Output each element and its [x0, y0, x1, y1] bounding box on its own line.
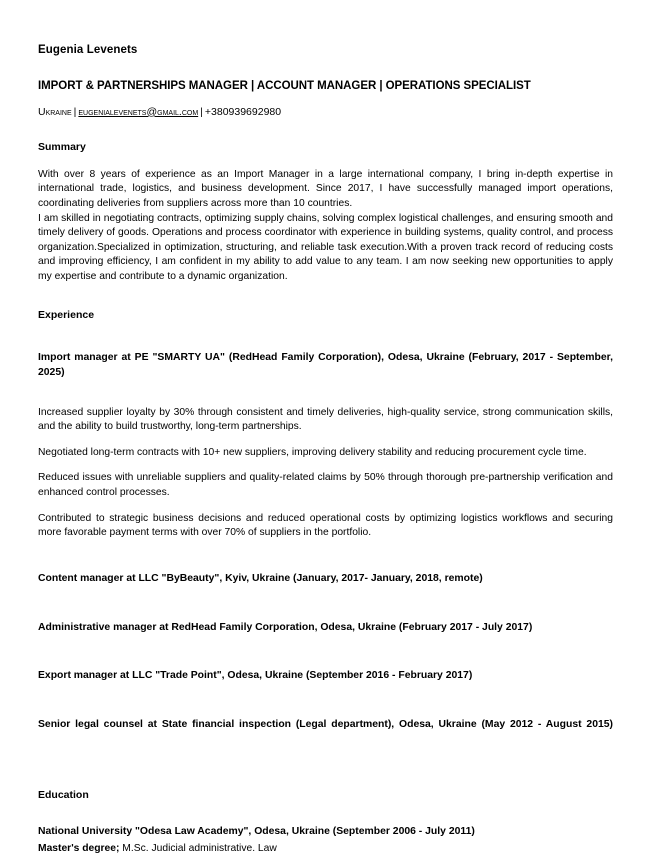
contact-phone: +380939692980 — [204, 105, 282, 118]
spacer — [38, 541, 613, 572]
experience-entry — [38, 621, 613, 636]
summary-heading: Summary — [38, 141, 86, 154]
job-title: Senior legal counsel at State financial inspection (Legal department), Odesa, Ukraine (May 2012 - August 2015) — [38, 719, 613, 731]
job-title: Content manager at LLC "ByBeauty", Kyiv, Ukraine (January, 2017- January, 2018, remote) — [38, 572, 483, 584]
job-title: Administrative manager at RedHead Family Corporation, Odesa, Ukraine (February 2017 - July 2017) — [38, 621, 533, 633]
experience-entry — [38, 351, 613, 541]
experience-heading: Experience — [38, 308, 95, 321]
spacer — [38, 597, 613, 621]
professional-headline: IMPORT & PARTNERSHIPS MANAGER | ACCOUNT MANAGER | OPERATIONS SPECIALIST — [38, 79, 531, 92]
job-title: Import manager at PE "SMARTY UA" (RedHead Family Corporation), Odesa, Ukraine (February, 2017 - September, 2025) — [38, 352, 613, 379]
spacer — [38, 694, 613, 718]
job-bullet: Increased supplier loyalty by 30% through consistent and timely deliveries, high-quality service, strong communication skills, and the ability to build trustworthy, long-term partnerships. — [38, 406, 613, 433]
summary-paragraph: I am skilled in negotiating contracts, optimizing supply chains, solving complex logistical challenges, and ensuring smooth and timely delivery of goods. Operations and process coordinator with experience in building systems, quality control, and process organization.Specialized in optimization, structuring, and reliable task execution.With a proven track record of reducing costs and improving efficiency, I am confident in my ability to add value to any team. I am now seeking new opportunities to apply my expertise and contribute to a dynamic organization. — [38, 212, 613, 283]
contact-separator-2: | — [200, 105, 203, 118]
spacer — [38, 815, 613, 824]
summary-body — [38, 168, 613, 285]
job-bullet: Contributed to strategic business decisions and reduced operational costs by optimizing logistics workflows and securing more favorable payment terms with over 70% of suppliers in the portfolio. — [38, 512, 613, 539]
contact-separator-1: | — [73, 105, 77, 118]
candidate-name: Eugenia Levenets — [38, 44, 138, 56]
contact-location: Ukraine — [38, 105, 72, 118]
experience-entry — [38, 572, 613, 587]
experience-entry — [38, 669, 613, 684]
spacer — [38, 758, 613, 789]
contact-line — [38, 106, 613, 120]
education-institution — [38, 824, 613, 839]
summary-paragraph: With over 8 years of experience as an Import Manager in a large international company, I bring in-depth expertise in international trade, logistics, and business development. Since 2017, I have successfully managed import operations, coordinating deliveries from suppliers across more than 10 countries. — [38, 168, 613, 210]
spacer — [38, 645, 613, 669]
education-institution-text: National University "Odesa Law Academy", Odesa, Ukraine (September 2006 - July 2011) — [38, 826, 475, 838]
job-bullet: Negotiated long-term contracts with 10+ new suppliers, improving delivery stability and reducing procurement cycle time. — [38, 446, 587, 458]
job-bullet: Reduced issues with unreliable suppliers and quality-related claims by 50% through thorough pre-partnership verification and enhanced control processes. — [38, 472, 613, 499]
education-degree-detail: M.Sc. Judicial administrative. Law — [119, 843, 277, 855]
education-degree-label: Master's degree; — [38, 843, 120, 855]
job-title: Export manager at LLC "Trade Point", Odesa, Ukraine (September 2016 - February 2017) — [38, 670, 473, 682]
contact-email-link[interactable]: eugenialevenets@gmail.com — [78, 105, 199, 118]
education-degree — [38, 842, 613, 857]
experience-entry — [38, 718, 613, 748]
education-heading: Education — [38, 788, 89, 801]
